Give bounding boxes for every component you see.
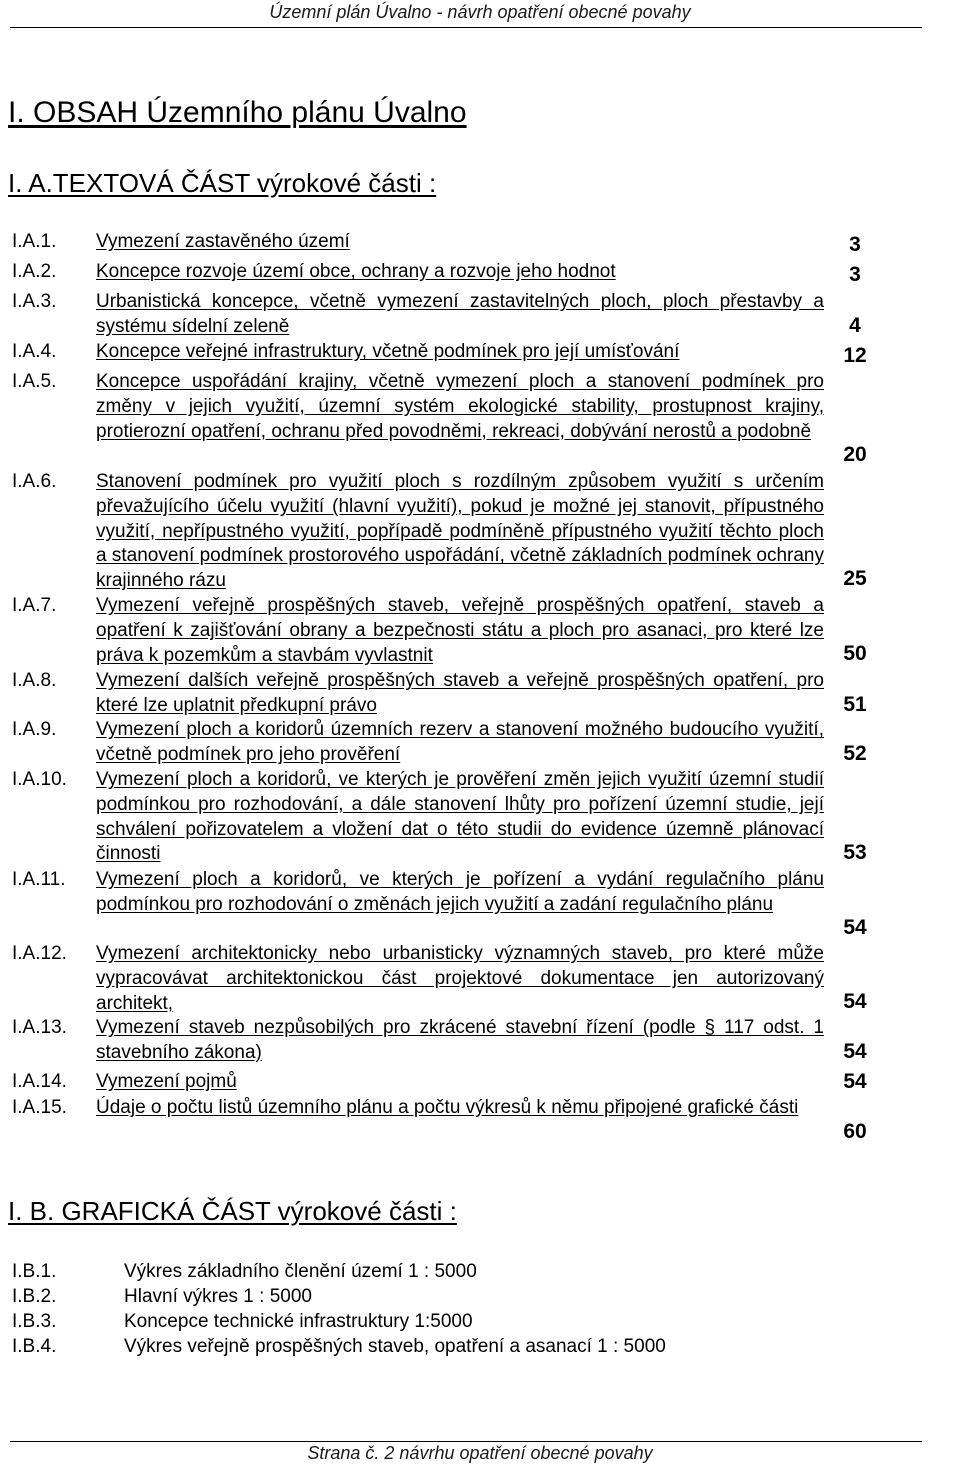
toc-title[interactable]: Koncepce veřejné infrastruktury, včetně podmínek pro její umísťování — [96, 341, 680, 362]
footer-rule — [10, 1441, 922, 1442]
toc-code: I.A.7. — [12, 595, 57, 616]
toc-title[interactable]: Urbanistická koncepce, včetně vymezení zastavitelných ploch, ploch přestavby a systému sídelní zeleně — [96, 291, 824, 337]
toc-code: I.A.9. — [12, 719, 57, 740]
page-footer: Strana č. 2 návrhu opatření obecné povahy — [307, 1443, 653, 1463]
toc-page: 12 — [843, 344, 867, 367]
toc-code: I.A.2. — [12, 261, 57, 282]
toc-title[interactable]: Koncepce rozvoje území obce, ochrany a rozvoje jeho hodnot — [96, 261, 616, 282]
toc-code: I.A.3. — [12, 291, 57, 312]
toc-title[interactable]: Vymezení ploch a koridorů územních rezerv a stanovení možného budoucího využití, včetně podmínek pro jeho prověření — [96, 719, 824, 765]
toc-code: I.A.1. — [12, 231, 57, 252]
toc-title[interactable]: Vymezení dalších veřejně prospěšných staveb a veřejně prospěšných opatření, pro které lze uplatnit předkupní právo — [96, 670, 824, 716]
drawing-code: I.B.4. — [12, 1336, 57, 1357]
toc-title[interactable]: Vymezení staveb nezpůsobilých pro zkrácené stavební řízení (podle § 117 odst. 1 stavebního zákona) — [96, 1017, 824, 1063]
toc-page: 60 — [843, 1120, 867, 1143]
toc-title[interactable]: Vymezení veřejně prospěšných staveb, veřejně prospěšných opatření, staveb a opatření k zajišťování obrany a bezpečnosti státu a ploch pro asanaci, pro které lze práva k pozemkům a stavbám vyvlastnit — [96, 595, 824, 666]
drawing-code: I.B.1. — [12, 1261, 57, 1282]
toc-title[interactable]: Vymezení ploch a koridorů, ve kterých je prověření změn jejich využití územní studií podmínkou pro rozhodování, a dále stanovení lhůty pro pořízení územní studie, její schválení pořizovatelem a vložení dat o této studii do evidence územně plánovací činnosti — [96, 769, 824, 865]
drawing-code: I.B.2. — [12, 1286, 57, 1307]
toc-page: 54 — [843, 1040, 867, 1063]
toc-code: I.A.11. — [12, 869, 66, 890]
toc-title[interactable]: Stanovení podmínek pro využití ploch s rozdílným způsobem využití s určením převažujícího účelu využití (hlavní využití), pokud je možné jej stanovit, přípustného využití, nepřípustného využití, popřípadě podmíněně přípustného využití těchto ploch a stanovení podmínek prostorového uspořádání, včetně základních podmínek ochrany krajinného rázu — [96, 471, 824, 592]
toc-page: 50 — [843, 642, 867, 665]
toc-page: 52 — [843, 742, 867, 765]
toc-code: I.A.14. — [12, 1071, 67, 1092]
toc-code: I.A.12. — [12, 943, 67, 964]
toc-code: I.A.5. — [12, 371, 57, 392]
drawing-title: Výkres základního členění území 1 : 5000 — [124, 1261, 477, 1282]
toc-title[interactable]: Vymezení architektonicky nebo urbanisticky významných staveb, pro které může vypracovávat architektonickou část projektové dokumentace jen autorizovaný architekt, — [96, 943, 824, 1014]
heading-main: I. OBSAH Územního plánu Úvalno — [8, 96, 467, 129]
toc-code: I.A.4. — [12, 341, 57, 362]
header-rule — [10, 27, 922, 28]
drawing-title: Koncepce technické infrastruktury 1:5000 — [124, 1311, 473, 1332]
toc-page: 51 — [843, 693, 867, 716]
toc-page: 3 — [849, 233, 861, 256]
toc-page: 54 — [843, 990, 867, 1013]
toc-title[interactable]: Vymezení ploch a koridorů, ve kterých je pořízení a vydání regulačního plánu podmínkou pro rozhodování o změnách jejich využití a zadání regulačního plánu — [96, 869, 824, 915]
toc-page: 53 — [843, 841, 867, 864]
toc-page: 54 — [843, 916, 867, 939]
heading-graphic-part: I. B. GRAFICKÁ ČÁST výrokové části : — [8, 1196, 457, 1226]
page-header: Územní plán Úvalno - návrh opatření obecné povahy — [269, 2, 691, 22]
toc-code: I.A.15. — [12, 1097, 67, 1118]
toc-code: I.A.13. — [12, 1017, 67, 1038]
drawing-code: I.B.3. — [12, 1311, 57, 1332]
toc-title[interactable]: Vymezení zastavěného území — [96, 231, 350, 252]
toc-code: I.A.6. — [12, 471, 57, 492]
heading-text-part: I. A.TEXTOVÁ ČÁST výrokové části : — [8, 168, 437, 198]
toc-page: 20 — [843, 443, 867, 466]
toc-code: I.A.10. — [12, 769, 67, 790]
toc-page: 3 — [849, 263, 861, 286]
toc-title[interactable]: Vymezení pojmů — [96, 1071, 237, 1092]
toc-page: 4 — [849, 314, 861, 337]
drawing-title: Výkres veřejně prospěšných staveb, opatření a asanací 1 : 5000 — [124, 1336, 666, 1357]
toc-page: 25 — [843, 567, 867, 590]
toc-title[interactable]: Koncepce uspořádání krajiny, včetně vymezení ploch a stanovení podmínek pro změny v jejich využití, územní systém ekologické stability, prostupnost krajiny, protierozní opatření, ochranu před povodněmi, rekreaci, dobývání nerostů a podobně — [96, 371, 824, 442]
toc-page: 54 — [843, 1070, 867, 1093]
toc-code: I.A.8. — [12, 670, 57, 691]
toc-title[interactable]: Údaje o počtu listů územního plánu a počtu výkresů k němu připojené grafické části — [96, 1097, 799, 1118]
drawing-title: Hlavní výkres 1 : 5000 — [124, 1286, 312, 1307]
